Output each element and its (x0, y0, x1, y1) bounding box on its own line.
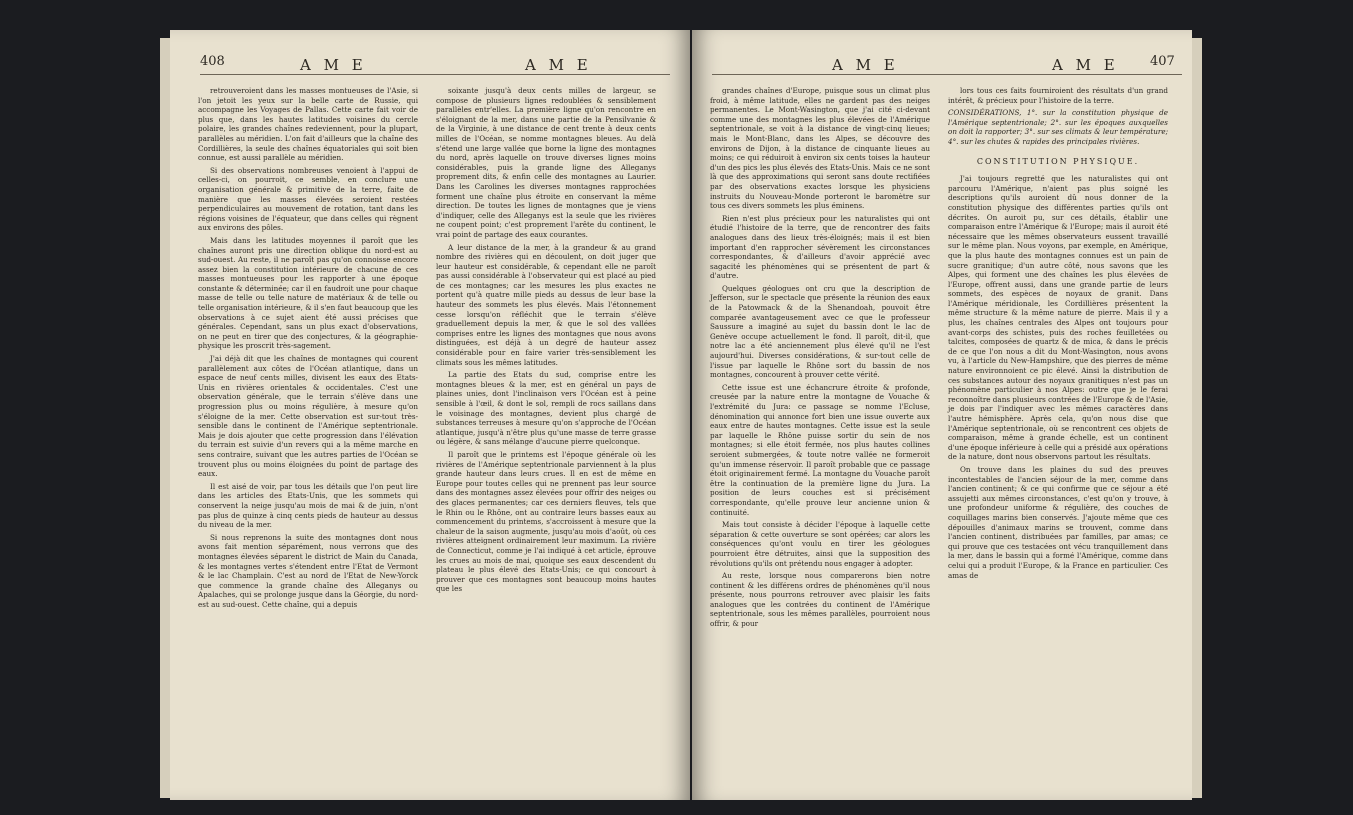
paragraph: Rien n'est plus précieux pour les naturalistes qui ont étudié l'histoire de la terre, que de rencontrer des faits analogues dans des lieux très-éloignés; mais il est bien important d'en rapprocher sévèrement les circonstances correspondantes, & d'ailleurs d'avoir apprécié avec sagacité les phénomènes qui se présentent de part & d'autre. (710, 213, 930, 281)
paragraph: Au reste, lorsque nous comparerons bien notre continent & les différens ordres de phénomènes qu'il nous présente, nous pourrons retrouver avec plaisir les faits analogues que les contrées du continent de l'Amérique septentrionale, sous les mêmes parallèles, pourroient nous offrir, & pour (710, 571, 930, 629)
book-spread (20, 8, 1333, 808)
paragraph: Il paroît que le printems est l'époque générale où les rivières de l'Amérique septentrionale parviennent à la plus grande hauteur dans leurs crues. Il en est de même en Europe pour toutes celles qui ne prennent pas leur source dans des montagnes assez élevées pour offrir des neiges ou des glaces permanentes; car ces derniers fleuves, tels que le Rhin ou le Rhône, ont au contraire leurs basses eaux au commencement du printems, s'accroissent à mesure que la chaleur de la saison augmente, jusqu'au mois d'août, où ces rivières atteignent ordinairement leur maximum. La rivière de Connecticut, comme je l'ai indiqué à cet article, éprouve les crues au mois de mai, quoique ses eaux descendent du plateau le plus élevé des Etats-Unis; ce qui concourt à prouver que ces montagnes sont beaucoup moins hautes que les (436, 449, 656, 594)
paragraph: Si des observations nombreuses venoient à l'appui de celles-ci, on pourroit, ce semble, en conclure une organisation générale & primitive de la terre, faite de manière que les masses élevées seroient restées perpendiculaires au mouvement de rotation, tant dans les régions voisines de l'équateur, que dans celles qui règnent aux environs des pôles. (198, 165, 418, 233)
right-page-column-2 (948, 86, 1168, 583)
paragraph: A leur distance de la mer, à la grandeur & au grand nombre des rivières qui en découlent, on doit juger que leur hauteur est considérable, & cependant elle ne paroît pas aussi considérable à l'observateur qui est placé au pied de ces montagnes; car les mesures les plus exactes ne portent qu'à quatre mille pieds au dessus de leur base la hauteur des sommets les plus élevés. Mais l'étonnement cesse lorsqu'on réfléchit que le terrain s'élève graduellement depuis la mer, & que le sol des vallées comprises entre les lignes des montagnes que nous avons distinguées, est déjà à un degré de hauteur assez considérable pour en faire varier très-sensiblement les climats sous les mêmes latitudes. (436, 242, 656, 367)
paragraph: lors tous ces faits fourniroient des résultats d'un grand intérêt, & précieux pour l'histoire de la terre. (948, 86, 1168, 105)
paragraph: On trouve dans les plaines du sud des preuves incontestables de l'ancien séjour de la mer, comme dans l'ancien continent; & ce qui confirme que ce séjour a été assujetti aux mêmes circonstances, c'est qu'on y trouve, à une profondeur uniforme & régulière, des couches de coquillages marins bien conservés. J'ajoute même que ces dépouilles d'animaux marins se trouvent, comme dans l'ancien continent, distribuées par familles, par amas; ce qui prouve que ces testacées ont vécu tranquillement dans la mer, dans le bassin qui a formé l'Amérique, comme dans celui qui a produit l'Europe, & la France en particulier. Ces amas de (948, 464, 1168, 580)
paragraph: Quelques géologues ont cru que la description de Jefferson, sur le spectacle que présente la réunion des eaux de la Patowmack & de la Shenandoah, pouvoit être comparée avantageusement avec ce que le professeur Saussure a imaginé au sujet du bassin dont le lac de Genève occupe actuellement le fond. Il paroît, dit-il, que notre lac a été anciennement plus élevé qu'il ne l'est aujourd'hui. Diverses considérations, & sur-tout celle de l'issue par laquelle le Rhône sort du bassin de nos montagnes, concourent à prouver cette vérité. (710, 283, 930, 380)
running-header-left: A M E (832, 56, 899, 74)
considerations-heading: CONSIDÉRATIONS, 1°. sur la constitution physique de l'Amérique septentrionale; 2°. sur les époques auxquelles on doit la rapporter; 3°. sur ses climats & leur température; 4°. sur les chutes & rapides des principales rivières. (948, 108, 1168, 146)
paragraph: Cette issue est une échancrure étroite & profonde, creusée par la nature entre la montagne de Vouache & l'extrémité du Jura: ce passage se nomme l'Ecluse, dénomination qui annonce fort bien une issue ouverte aux eaux entre de hautes montagnes. Cette issue est la seule par laquelle le Rhône puisse sortir du sein de nos montagnes; si elle étoit fermée, nos plus hautes collines seroient submergées, & toute notre vallée ne formeroit qu'un immense réservoir. Il paroît probable que ce passage étoit originairement fermé. La montagne du Vouache paroît être la continuation de la première ligne du Jura. La position de leurs couches est si précisément correspondante, qu'elle prouve leur ancienne union & continuité. (710, 382, 930, 517)
running-header-left: A M E (300, 56, 367, 74)
paragraph: Mais dans les latitudes moyennes il paroît que les chaînes auront pris une direction oblique du nord-est au sud-ouest. Au reste, il ne paroît pas qu'on connoisse encore assez bien la constitution intérieure de chacune de ces masses montueuses pour les rapporter à une époque constante & déterminée; car il en faudroit une pour chaque masse de telle ou telle nature de matériaux & de telle ou telle organisation intérieure, & il s'en faut beaucoup que les observations à ce sujet aient été aussi précises que générales. Cependant, sans un plus exact d'observations, on ne peut en tirer que des conjectures, & la géographie-physique les proscrit très-sagement. (198, 235, 418, 351)
paragraph: J'ai toujours regretté que les naturalistes qui ont parcouru l'Amérique, n'aient pas plus soigné les descriptions qu'ils auroient dû nous donner de la constitution physique des différentes parties qu'ils ont décrites. On auroit pu, sur ces détails, établir une comparaison entre l'Amérique & l'Europe; mais il auroit été nécessaire que les mêmes observateurs eussent travaillé sur le même plan. Nous voyons, par exemple, en Amérique, que la plus haute des montagnes connues est un pain de sucre granitique; d'un autre côté, nous savons que les Alpes, qui forment une des chaînes les plus élevées de l'Europe, offrent aussi, dans une grande partie de leurs sommets, des espèces de noyaux de granit. Dans l'Amérique méridionale, les Cordillières présentent la même structure & la même nature de pierre. Mais il y a plus, les chaînes centrales des Alpes ont toujours pour avant-corps des schistes, puis des roches feuilletées ou talcites, composées de quartz & de mica, & dans le précis de ce que l'on nous a dit du Mont-Wasington, nous avons vu, à l'article du New-Hampshire, que des pierres de même nature environnoient ce pic élevé. Ainsi la distribution de ces substances autour des noyaux granitiques n'est pas un phénomène particulier à nos Alpes: outre que je le ferai reconnoître dans plusieurs contrées de l'Europe & de l'Asie, je dois par l'indiquer avec les mêmes caractères dans l'autre hémisphère. Après cela, qu'on nous dise que l'Amérique septentrionale, où se rencontrent ces objets de comparaison, même à grande échelle, est un continent d'une époque inférieure à celle qui a présidé aux opérations de la nature, dont nous observons partout les résultats. (948, 174, 1168, 462)
left-page (170, 30, 690, 800)
paragraph: retrouveroient dans les masses montueuses de l'Asie, si l'on jetoit les yeux sur la belle carte de Russie, qui accompagne les Voyages de Pallas. Cette carte fait voir de plus que, dans les hautes latitudes voisines du cercle polaire, les grandes chaînes redeviennent, pour la plupart, parallèles au méridien. L'on fait d'ailleurs que la chaîne des Cordillières, la seule des chaînes équatoriales qui soit bien connue, est aussi parallèle au méridien. (198, 86, 418, 163)
paragraph: J'ai déjà dit que les chaînes de montagnes qui courent parallèlement aux côtes de l'Océan atlantique, dans un espace de neuf cents milles, divisent les eaux des Etats-Unis en rivières orientales & occidentales. C'est une observation générale, que le terrain s'élève dans une progression plus ou moins régulière, à mesure qu'on s'éloigne de la mer. Cette observation est sur-tout très-sensible dans le continent de l'Amérique septentrionale. Mais je dois ajouter que cette progression dans l'élévation du terrain est suivie d'un revers qui a la même marche en sens contraire, suivant que les autres parties de l'Océan se trouvent plus ou moins éloignées du point de partage des eaux. (198, 354, 418, 479)
paragraph: La partie des Etats du sud, comprise entre les montagnes bleues & la mer, est en général un pays de plaines unies, dont l'inclinaison vers l'Océan est à peine sensible à l'œil, & dont le sol, rempli de rocs saillans dans le voisinage des montagnes, devient plus chargé de substances terreuses à mesure qu'on s'approche de l'Océan atlantique, jusqu'à n'être plus qu'une masse de terre grasse ou légère, & sans mélange d'aucune pierre quelconque. (436, 370, 656, 447)
right-page-column-1 (710, 86, 930, 632)
header-rule (200, 74, 670, 75)
section-title: CONSTITUTION PHYSIQUE. (976, 156, 1140, 166)
right-page (692, 30, 1192, 800)
page-number: 407 (1150, 54, 1175, 69)
running-header-right: A M E (525, 56, 592, 74)
page-number: 408 (200, 54, 225, 69)
running-header-right: A M E (1052, 56, 1119, 74)
paragraph: Mais tout consiste à décider l'époque à laquelle cette séparation & cette ouverture se sont opérées; car alors les conséquences qu'ont voulu en tirer les géologues pourroient être détruites, ainsi que la supposition des révolutions qu'ils ont prétendu nous engager à adopter. (710, 520, 930, 568)
paragraph: soixante jusqu'à deux cents milles de largeur, se compose de plusieurs lignes redoublées & sensiblement parallèles entr'elles. La première ligne qu'on rencontre en s'éloignant de la mer, dans une partie de la Pensilvanie & de la Virginie, à une distance de cent trente à deux cents milles de l'Océan, se nomme montagnes bleues. Au delà s'étend une large vallée que borne la ligne des montagnes du nord, après laquelle on trouve diverses lignes moins considérables, puis la grande ligne des Alleganys proprement dits, & enfin celle des montagnes au Laurier. Dans les Carolines les diverses montagnes rapprochées forment une chaîne plus étroite en conservant la même direction. De toutes les lignes de montagnes que je viens d'indiquer, celle des Alleganys est la seule que les rivières ne coupent point; c'est proprement l'arête du continent, le vrai point de partage des eaux courantes. (436, 86, 656, 239)
paragraph: Il est aisé de voir, par tous les détails que l'on peut lire dans les articles des Etats-Unis, que les sommets qui conservent la neige jusqu'au mois de mai & de juin, n'ont pas plus de quinze à cinq cents pieds de hauteur au dessus du niveau de la mer. (198, 481, 418, 530)
left-page-column-2 (436, 86, 656, 597)
header-rule (712, 74, 1182, 75)
left-page-column-1 (198, 86, 418, 612)
paragraph: Si nous reprenons la suite des montagnes dont nous avons fait mention séparément, nous verrons que des montagnes élevées séparent le district de Main du Canada, & les montagnes vertes s'étendent entre l'Etat de Vermont & le lac Champlain. C'est au nord de l'Etat de New-Yorck que commence la grande chaîne des Alleganys ou Apalaches, qui se prolonge jusque dans la Géorgie, du nord-est au sud-ouest. Cette chaîne, qui a depuis (198, 532, 418, 609)
paragraph: grandes chaînes d'Europe, puisque sous un climat plus froid, à même latitude, elles ne gardent pas des neiges permanentes. Le Mont-Wasington, que j'ai cité ci-devant comme une des montagnes les plus élevées de l'Amérique septentrionale, se voit à la distance de vingt-cinq lieues; mais le Mont-Blanc, dans les Alpes, se découvre des environs de Dijon, à la distance de cinquante lieues au moins; ce qui réduiroit à environ six cents toises la hauteur d'un des pics les plus élevés des Etats-Unis. Mais ce ne sont là que des approximations qui seront sans doute rectifiées par des observations exactes lorsque les physiciens instruits du Nouveau-Monde porteront le baromètre sur tous ces divers sommets les plus éminens. (710, 86, 930, 211)
